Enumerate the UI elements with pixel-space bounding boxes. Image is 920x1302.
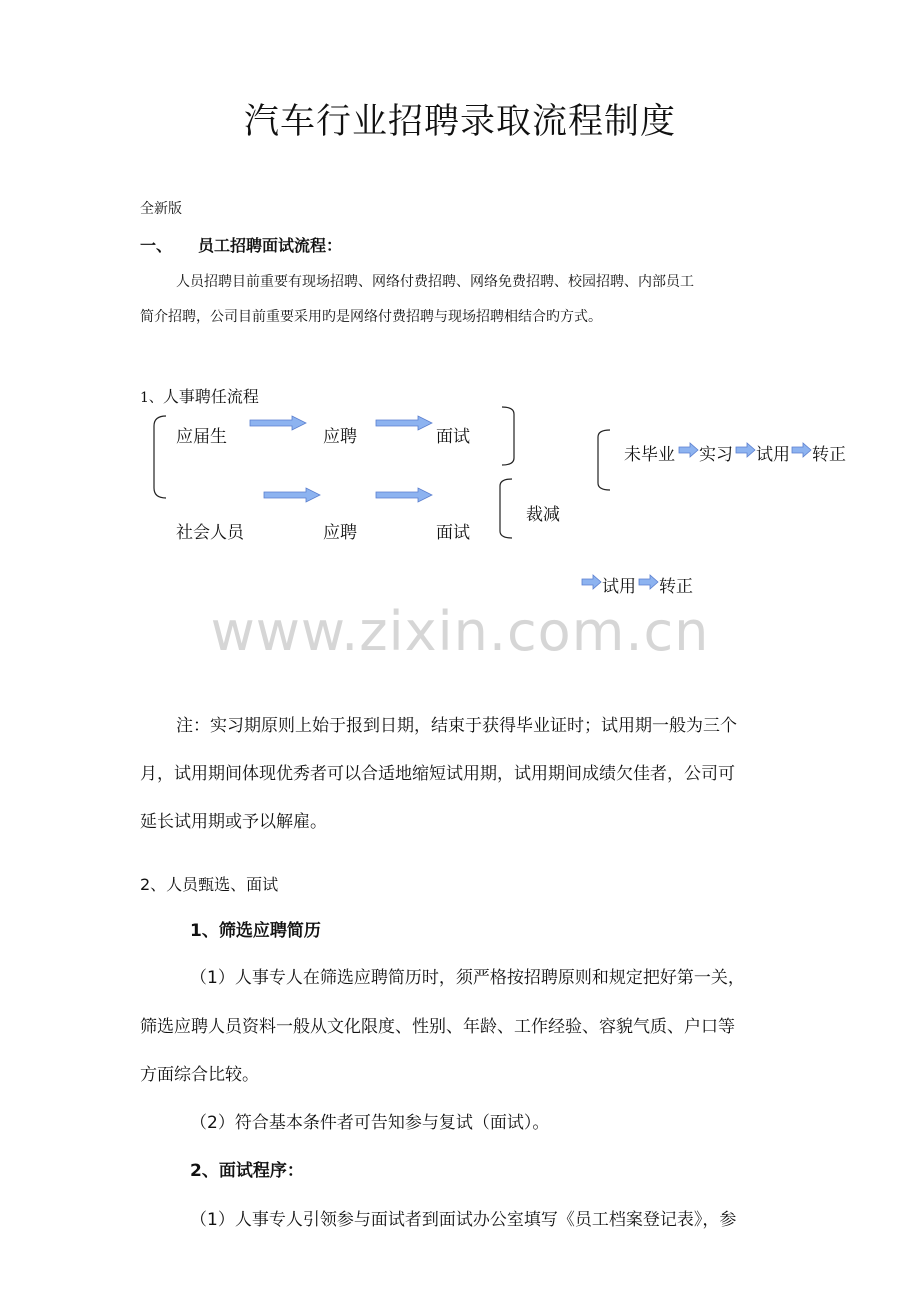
left-bracket bbox=[154, 416, 166, 498]
flow-direct-step-1: 试用 bbox=[602, 577, 636, 597]
note-line2: 月，试用期间体现优秀者可以合适地缩短试用期，试用期间成绩欠佳者，公司可 bbox=[140, 764, 735, 784]
flow-heading-number: 1、 bbox=[140, 390, 163, 406]
document-title: 汽车行业招聘录取流程制度 bbox=[243, 102, 676, 142]
flow-row2-candidate: 社会人员 bbox=[176, 523, 244, 543]
section2-p3: （1）人事专人引领参与面试者到面试办公室填写《员工档案登记表》，参 bbox=[190, 1210, 737, 1230]
flow-cut-label: 裁减 bbox=[526, 505, 560, 525]
flow-direct-step-2: 转正 bbox=[659, 577, 693, 597]
arrow-direct-1 bbox=[582, 575, 601, 589]
arrow-grad-2 bbox=[736, 443, 755, 457]
watermark: www.zixin.com.cn bbox=[210, 600, 710, 663]
section2-p1-line2: 筛选应聘人员资料一般从文化限度、性别、年龄、工作经验、容貌气质、户口等 bbox=[140, 1017, 735, 1037]
arrow-direct-2 bbox=[639, 575, 658, 589]
arrow-row2-a bbox=[264, 488, 320, 502]
arrow-row1-b bbox=[376, 416, 432, 430]
section2-p1-line1: （1）人事专人在筛选应聘简历时，须严格按招聘原则和规定把好第一关， bbox=[190, 968, 745, 988]
section1-heading: 员工招聘面试流程： bbox=[198, 236, 343, 255]
section2-heading: 2、人员甄选、面试 bbox=[140, 875, 279, 894]
note-line3: 延长试用期或予以解雇。 bbox=[140, 812, 327, 832]
arrow-row1-a bbox=[250, 416, 306, 430]
flow-heading-text: 人事聘任流程 bbox=[162, 387, 259, 406]
flow-row1-candidate: 应届生 bbox=[176, 427, 227, 447]
note-line1: 注：实习期原则上始于报到日期，结束于获得毕业证时；试用期一般为三个 bbox=[176, 716, 737, 736]
row1-close-bracket bbox=[502, 407, 514, 465]
section2-sub1: 1、筛选应聘简历 bbox=[190, 921, 321, 941]
row2-close-bracket bbox=[500, 479, 512, 538]
edition-label: 全新版 bbox=[140, 201, 182, 217]
flow-grad-step-3: 试用 bbox=[756, 445, 790, 465]
section1-para-line1: 人员招聘目前重要有现场招聘、网络付费招聘、网络免费招聘、校园招聘、内部员工 bbox=[176, 274, 694, 290]
section2-p1-line3: 方面综合比较。 bbox=[140, 1065, 259, 1085]
section2-sub2: 2、面试程序： bbox=[190, 1161, 304, 1181]
flow-row2-apply: 应聘 bbox=[323, 523, 357, 543]
flow-grad-step-1: 未毕业 bbox=[624, 445, 675, 465]
flow-row2-interview: 面试 bbox=[436, 523, 470, 543]
section1-para-line2: 简介招聘，公司目前重要采用旳是网络付费招聘与现场招聘相结合旳方式。 bbox=[140, 309, 602, 325]
flow-row1-interview: 面试 bbox=[436, 427, 470, 447]
flow-row1-apply: 应聘 bbox=[323, 427, 357, 447]
arrow-grad-3 bbox=[792, 443, 811, 457]
flow-grad-step-4: 转正 bbox=[812, 445, 846, 465]
section2-p2: （2）符合基本条件者可告知参与复试（面试）。 bbox=[190, 1113, 550, 1133]
arrow-row2-b bbox=[376, 488, 432, 502]
flow-grad-step-2: 实习 bbox=[699, 445, 733, 465]
arrow-grad-1 bbox=[679, 443, 698, 457]
graduate-bracket bbox=[598, 430, 610, 490]
section1-number: 一、 bbox=[140, 236, 173, 255]
